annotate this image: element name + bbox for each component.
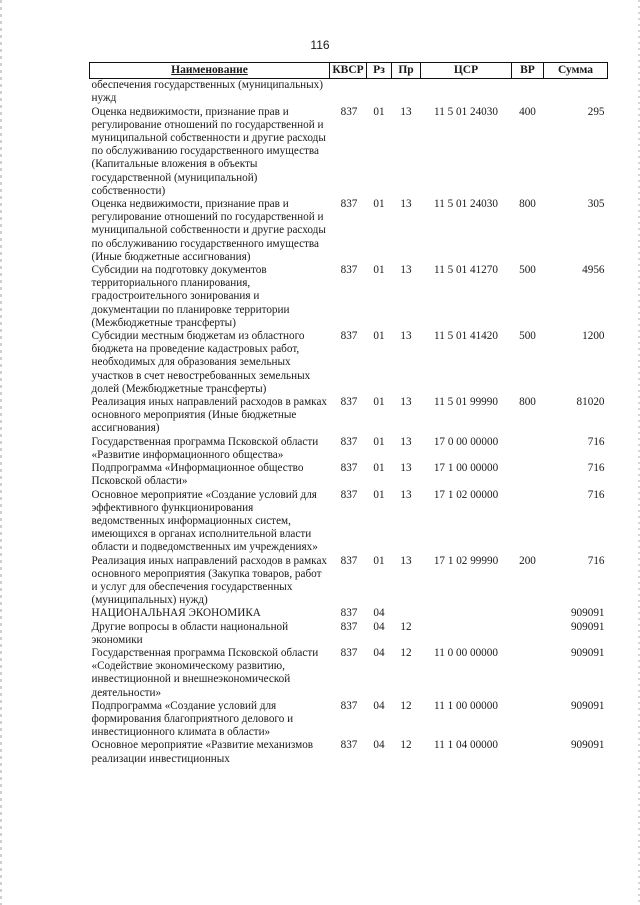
- cell-rz: 01: [373, 396, 385, 409]
- cell-rz: 04: [373, 646, 385, 659]
- cell-csr: 11 1 04 00000: [434, 739, 498, 752]
- cell-rz: 01: [373, 198, 385, 211]
- cell-kvsr: 837: [340, 739, 358, 752]
- cell-name: Субсидии местным бюджетам из областного бюджета на проведение кадастровых работ, необходимых для образования земельных участков в счет невостребованных земельных долей (Межбюджетные трансферты): [91, 330, 311, 395]
- cell-name: Подпрограмма «Создание условий для формирования благоприятного делового и инвестиционного климата в области»: [91, 699, 294, 739]
- header-vr: ВР: [512, 63, 544, 79]
- cell-kvsr: 837: [340, 620, 358, 633]
- cell-name: Оценка недвижимости, признание прав и регулирование отношений по государственной и муниципальной собственности и другие расходы по обслуживанию государственного имущества (Иные бюджетные ассигнования): [91, 198, 326, 263]
- cell-sum: 909091: [570, 607, 605, 620]
- cell-name: НАЦИОНАЛЬНАЯ ЭКОНОМИКА: [91, 607, 261, 620]
- cell-kvsr: 837: [340, 699, 358, 712]
- cell-sum: 295: [587, 105, 605, 118]
- scan-edge-left: [0, 0, 2, 905]
- table-header: [90, 63, 608, 79]
- cell-kvsr: 837: [340, 462, 358, 475]
- cell-pr: 12: [400, 620, 412, 633]
- cell-csr: 11 5 01 24030: [434, 105, 498, 118]
- cell-name: Оценка недвижимости, признание прав и регулирование отношений по государственной и муниципальной собственности и другие расходы по обслуживанию государственного имущества (Капитальные вложения в объекты государственной (муниципальной) собственности): [91, 105, 326, 197]
- cell-vr: [512, 607, 544, 620]
- cell-kvsr: 837: [340, 607, 358, 620]
- cell-csr: [421, 621, 512, 647]
- cell-vr: 400: [519, 105, 536, 118]
- cell-sum: 4956: [582, 264, 605, 277]
- cell-vr: [512, 621, 544, 647]
- table-row: [90, 647, 608, 700]
- cell-name: Другие вопросы в области национальной экономики: [91, 620, 289, 646]
- cell-name: Государственная программа Псковской области «Содействие экономическому развитию, инвестиционной и внешнеэкономической деятельности»: [91, 646, 319, 699]
- cell-sum: 909091: [570, 620, 605, 633]
- cell-pr: 13: [400, 488, 412, 501]
- cell-rz: 04: [373, 620, 385, 633]
- cell-csr: [421, 79, 512, 106]
- cell-csr: [421, 607, 512, 620]
- table-row: [90, 198, 608, 264]
- table-row: [90, 264, 608, 330]
- cell-sum: 81020: [576, 396, 605, 409]
- cell-kvsr: 837: [340, 330, 358, 343]
- cell-rz: 01: [373, 435, 385, 448]
- cell-vr: [512, 647, 544, 700]
- cell-name: Основное мероприятие «Создание условий для эффективного функционирования ведомственных информационных систем, имеющихся в органах исполнительной власти области и подведомственных им учреждениях»: [91, 488, 318, 554]
- cell-sum: 716: [587, 488, 605, 501]
- cell-vr: 500: [519, 264, 536, 277]
- cell-name: Основное мероприятие «Развитие механизмов реализации инвестиционных: [91, 739, 314, 765]
- cell-sum: 716: [587, 554, 605, 567]
- cell-name: Реализация иных направлений расходов в рамках основного мероприятия (Иные бюджетные ассигнования): [91, 396, 328, 435]
- cell-rz: 04: [373, 607, 385, 620]
- table-row: [90, 607, 608, 620]
- cell-vr: [512, 700, 544, 740]
- cell-vr: [512, 436, 544, 462]
- cell-pr: 12: [400, 739, 412, 752]
- cell-kvsr: 837: [340, 396, 358, 409]
- table-row: [90, 555, 608, 608]
- cell-kvsr: 837: [340, 554, 358, 567]
- header-name: Наименование: [90, 63, 330, 79]
- cell-sum: 909091: [570, 699, 605, 712]
- table-row: [90, 396, 608, 436]
- cell-rz: 01: [373, 554, 385, 567]
- page-number: 116: [310, 38, 330, 52]
- cell-sum: 909091: [570, 739, 605, 752]
- cell-sum: [544, 79, 608, 106]
- cell-vr: [512, 462, 544, 488]
- cell-sum: 716: [587, 435, 605, 448]
- header-rz: Рз: [367, 63, 392, 79]
- cell-vr: 500: [519, 330, 536, 343]
- cell-name: Подпрограмма «Информационное общество Псковской области»: [91, 462, 304, 488]
- cell-name: Реализация иных направлений расходов в рамках основного мероприятия (Закупка товаров, работ и услуг для обеспечения государственных (муниципальных) нужд): [91, 554, 328, 607]
- cell-csr: 17 1 02 99990: [433, 554, 499, 567]
- cell-rz: 04: [373, 699, 385, 712]
- cell-sum: 716: [587, 462, 605, 475]
- cell-csr: 11 5 01 41420: [434, 330, 498, 343]
- cell-rz: 01: [373, 264, 385, 277]
- cell-rz: [367, 79, 392, 106]
- cell-pr: 13: [400, 554, 412, 567]
- cell-rz: 01: [373, 330, 385, 343]
- cell-pr: 13: [400, 198, 412, 211]
- cell-csr: 17 0 00 00000: [433, 435, 499, 448]
- table-row: [90, 700, 608, 740]
- cell-csr: 11 1 00 00000: [434, 699, 498, 712]
- cell-csr: 11 5 01 24030: [434, 198, 498, 211]
- cell-rz: 01: [373, 105, 385, 118]
- cell-pr: 13: [400, 462, 412, 475]
- cell-csr: 17 1 00 00000: [433, 462, 499, 475]
- cell-kvsr: 837: [340, 198, 358, 211]
- table-row: [90, 79, 608, 106]
- table-row: [90, 106, 608, 198]
- header-pr: Пр: [392, 63, 421, 79]
- cell-name: Государственная программа Псковской области «Развитие информационного общества»: [91, 435, 319, 461]
- cell-csr: 11 5 01 41270: [434, 264, 498, 277]
- cell-kvsr: 837: [340, 646, 358, 659]
- cell-vr: 200: [519, 554, 536, 567]
- cell-kvsr: 837: [340, 488, 358, 501]
- cell-rz: 01: [373, 462, 385, 475]
- cell-pr: 13: [400, 396, 412, 409]
- cell-vr: [512, 739, 544, 765]
- cell-vr: [512, 79, 544, 106]
- cell-pr: [392, 79, 421, 106]
- cell-kvsr: 837: [340, 105, 358, 118]
- cell-vr: 800: [519, 396, 536, 409]
- header-sum: Сумма: [544, 63, 608, 79]
- cell-vr: [512, 489, 544, 555]
- budget-table: [89, 62, 608, 766]
- cell-pr: [392, 607, 421, 620]
- table-row: [90, 739, 608, 765]
- table-body: [90, 79, 608, 766]
- cell-sum: 305: [587, 198, 605, 211]
- cell-sum: 1200: [582, 330, 605, 343]
- cell-vr: 800: [519, 198, 536, 211]
- cell-pr: 12: [400, 646, 412, 659]
- cell-rz: 01: [373, 488, 385, 501]
- cell-pr: 12: [400, 699, 412, 712]
- cell-kvsr: [330, 79, 367, 106]
- cell-sum: 909091: [570, 646, 605, 659]
- cell-pr: 13: [400, 105, 412, 118]
- cell-csr: 17 1 02 00000: [433, 488, 499, 501]
- cell-pr: 13: [400, 264, 412, 277]
- table-row: [90, 436, 608, 462]
- cell-csr: 11 0 00 00000: [434, 646, 498, 659]
- cell-rz: 04: [373, 739, 385, 752]
- header-row: [90, 63, 608, 79]
- cell-csr: 11 5 01 99990: [434, 396, 498, 409]
- table-row: [90, 330, 608, 396]
- header-kvsr: КВСР: [330, 63, 367, 79]
- table-row: [90, 489, 608, 555]
- cell-pr: 13: [400, 435, 412, 448]
- header-csr: ЦСР: [421, 63, 512, 79]
- cell-kvsr: 837: [340, 264, 358, 277]
- cell-name: Субсидии на подготовку документов территориального планирования, градостроительного зонирования и документации по планировке территории (Межбюджетные трансферты): [91, 264, 290, 329]
- cell-pr: 13: [400, 330, 412, 343]
- cell-kvsr: 837: [340, 435, 358, 448]
- table-row: [90, 462, 608, 488]
- cell-name: обеспечения государственных (муниципальных) нужд: [91, 79, 323, 105]
- table-row: [90, 621, 608, 647]
